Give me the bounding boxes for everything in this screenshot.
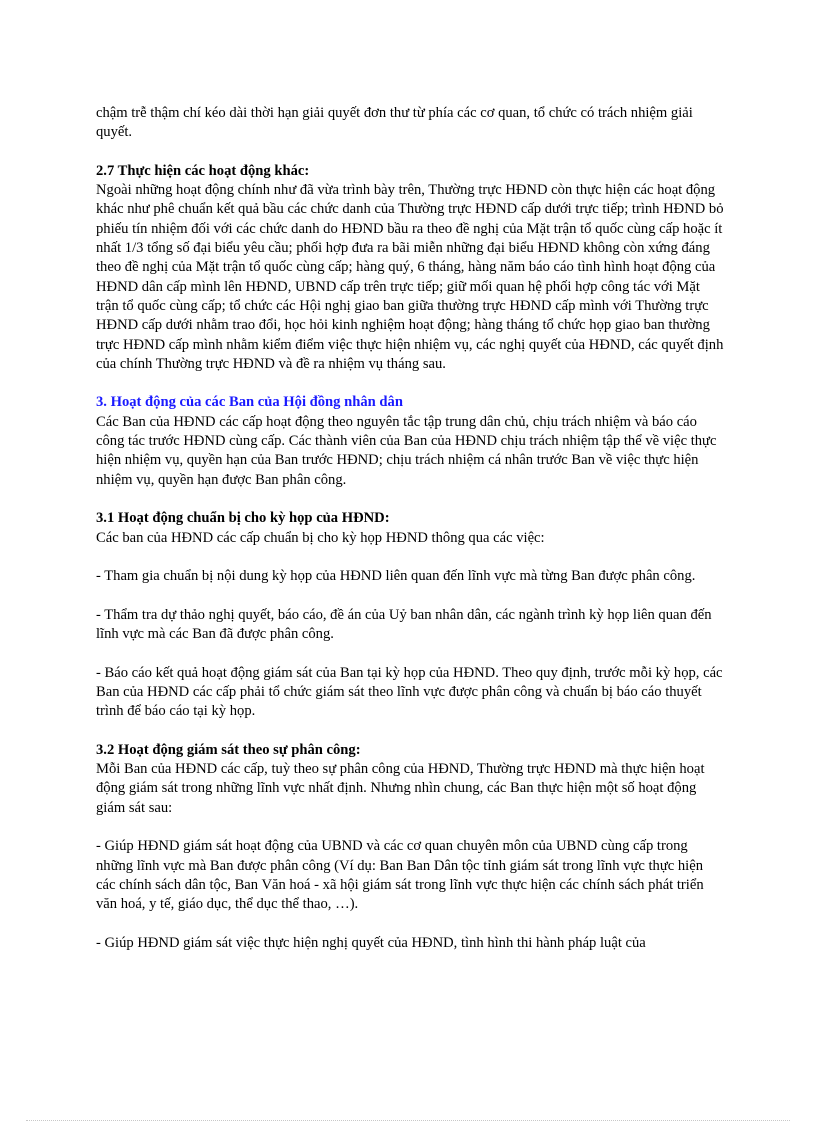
heading-3-2: 3.2 Hoạt động giám sát theo sự phân công: bbox=[96, 741, 361, 758]
paragraph-continuation: chậm trễ thậm chí kéo dài thời hạn giải quyết đơn thư từ phía các cơ quan, tổ chức có trách nhiệm giải quyết. bbox=[96, 105, 693, 141]
bullet-3-2-b: - Giúp HĐND giám sát việc thực hiện nghị quyết của HĐND, tình hình thi hành pháp luật của bbox=[96, 934, 646, 951]
heading-2-7: 2.7 Thực hiện các hoạt động khác: bbox=[96, 162, 310, 179]
paragraph-3: Các Ban của HĐND các cấp hoạt động theo nguyên tắc tập trung dân chủ, chịu trách nhiệm và báo cáo công tác trước HĐND cùng cấp. Các thành viên của Ban của HĐND chịu trách nhiệm tập thể về việc thực hiện nhiệm vụ, quyền hạn của Ban trước HĐND; chịu trách nhiệm cá nhân trước Ban về việc thực hiện nhiệm vụ, quyền hạn được Ban phân công. bbox=[96, 413, 717, 488]
heading-3-1: 3.1 Hoạt động chuẩn bị cho kỳ họp của HĐND: bbox=[96, 510, 390, 527]
heading-3: 3. Hoạt động của các Ban của Hội đồng nhân dân bbox=[96, 394, 403, 411]
bullet-3-2-a: - Giúp HĐND giám sát hoạt động của UBND và các cơ quan chuyên môn của UBND cùng cấp trong những lĩnh vực mà Ban được phân công (Ví dụ: Ban Ban Dân tộc tỉnh giám sát trong lĩnh vực thực hiện các chính sách dân tộc, Ban Văn hoá - xã hội giám sát trong lĩnh vực thực hiện các chính sách phát triển văn hoá, y tế, giáo dục, thể dục thể thao, …). bbox=[96, 838, 704, 913]
page-bottom-divider bbox=[26, 1120, 790, 1121]
bullet-3-1-c: - Báo cáo kết quả hoạt động giám sát của Ban tại kỳ họp của HĐND. Theo quy định, trước mỗi kỳ họp, các Ban của HĐND các cấp phải tổ chức giám sát theo lĩnh vực được phân công và chuẩn bị báo cáo thuyết trình để báo cáo tại kỳ họp. bbox=[96, 664, 723, 720]
paragraph-3-2: Mỗi Ban của HĐND các cấp, tuỳ theo sự phân công của HĐND, Thường trực HĐND mà thực hiện hoạt động giám sát trong những lĩnh vực nhất định. Nhưng nhìn chung, các Ban thực hiện một số hoạt động giám sát sau: bbox=[96, 761, 705, 816]
bullet-3-1-a: - Tham gia chuẩn bị nội dung kỳ họp của HĐND liên quan đến lĩnh vực mà từng Ban được phân công. bbox=[96, 568, 696, 585]
paragraph-3-1: Các ban của HĐND các cấp chuẩn bị cho kỳ họp HĐND thông qua các việc: bbox=[96, 529, 545, 546]
paragraph-2-7: Ngoài những hoạt động chính như đã vừa trình bày trên, Thường trực HĐND còn thực hiện các hoạt động khác như phê chuẩn kết quả bầu các chức danh của Thường trực HĐND cấp dưới trực tiếp; trình HĐND bỏ phiếu tín nhiệm đối với các chức danh do HĐND bầu ra theo đề nghị của Mặt trận tổ quốc cùng cấp hoặc ít nhất 1/3 tổng số đại biểu yêu cầu; phối hợp đưa ra bãi miễn những đại biểu HĐND không còn xứng đáng theo đề nghị của Mặt trận tổ quốc cùng cấp; hàng quý, 6 tháng, hàng năm báo cáo tình hình hoạt động của HĐND dân cấp mình lên HĐND, UBND cấp trên trực tiếp; giữ mối quan hệ phối hợp công tác với Mặt trận tổ quốc cùng cấp; tổ chức các Hội nghị giao ban giữa thường trực HĐND cấp mình với Thường trực HĐND cấp dưới nhằm trao đổi, học hỏi kinh nghiệm hoạt động; hàng tháng tổ chức họp giao ban thường trực HĐND cấp mình nhằm kiểm điểm việc thực hiện nhiệm vụ, các nghị quyết của HĐND, các quyết định của chính Thường trực HĐND và đề ra nhiệm vụ tháng sau. bbox=[96, 182, 724, 372]
bullet-3-1-b: - Thẩm tra dự thảo nghị quyết, báo cáo, đề án của Uỷ ban nhân dân, các ngành trình kỳ họp liên quan đến lĩnh vực mà các Ban đã được phân công. bbox=[96, 606, 712, 643]
document-page bbox=[96, 104, 726, 953]
